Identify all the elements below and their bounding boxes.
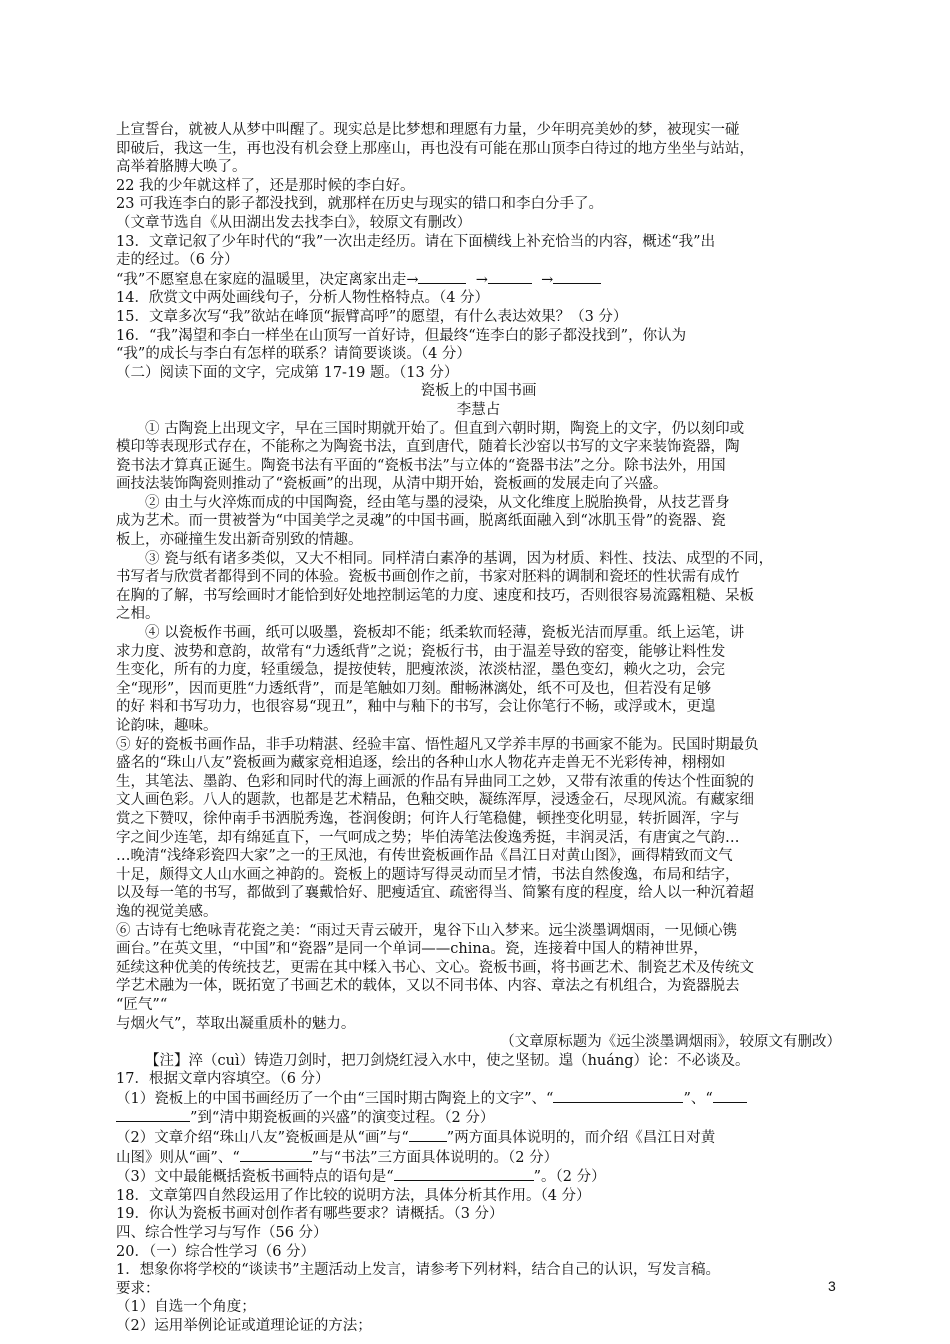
q17-1-text: ”到“清中期瓷板画的兴盛”的演变过程。（2 分）	[190, 1110, 495, 1127]
answer-blank[interactable]	[240, 1148, 312, 1162]
article-line: ⑥ 古诗有七绝咏青花瓷之美：“雨过天青云破开，鬼谷下山入梦来。远尘淡墨调烟雨，一见倾心镌	[116, 922, 738, 939]
requirement-item: （1）自选一个角度；	[116, 1299, 256, 1316]
q17-3-text: （3）文中最能概括瓷板书画特点的语句是“	[116, 1169, 394, 1186]
article-line: ④ 以瓷板作书画，纸可以吸墨，瓷板却不能；纸柔软而轻薄，瓷板光洁而厚重。纸上运笔，讲	[145, 625, 745, 642]
answer-blank[interactable]	[713, 1089, 747, 1103]
answer-blank[interactable]	[116, 1108, 190, 1122]
article-line: ② 由土与火淬炼而成的中国陶瓷，经由笔与墨的浸染，从文化维度上脱胎换骨，从技艺晋身	[145, 494, 730, 511]
answer-blank[interactable]	[488, 270, 532, 284]
article-line: 成为艺术。而一贯被誉为“中国美学之灵魂”的中国书画，脱离纸面融入到“冰肌玉骨”的瓷器、瓷	[116, 513, 726, 530]
q13-prompt: “我”不愿窒息在家庭的温暖里，决定离家出走→	[116, 271, 419, 288]
question-16: 16．“我”渴望和李白一样坐在山顶写一首好诗，但最终“连李白的影子都没找到”，你认为	[116, 327, 687, 344]
article-line: 求力度、波势和意韵，故常有“力透纸背”之说；瓷板行书，由于温差导致的窑变，能够让料性发	[116, 643, 726, 660]
article-source: （文章原标题为《远尘淡墨调烟雨》，较原文有删改）	[500, 1034, 841, 1051]
text-block-top	[116, 121, 841, 270]
article-line: 论韵味，趣味。	[116, 718, 218, 734]
text-block-bottom	[116, 1187, 841, 1336]
question-13-answer-line	[116, 270, 841, 290]
question-17-1	[116, 1089, 841, 1109]
requirements-label: 要求：	[116, 1280, 160, 1297]
answer-blank[interactable]	[418, 270, 466, 284]
article-line: 文人画色彩。八人的题款，也都是艺术精品，色釉交映，凝练浑厚，浸透金石，尽现风流。有藏家细	[116, 792, 754, 809]
page-content	[116, 121, 841, 1336]
article-line: ③ 瓷与纸有诸多类似，又大不相同。同样清白素净的基调，因为材质、料性、技法、成型的不同，	[145, 550, 774, 567]
answer-blank[interactable]	[394, 1167, 534, 1181]
page-number: 3	[828, 1278, 836, 1294]
article-author: 李慧占	[456, 401, 501, 418]
article-line: 在胸的了解，书写绘画时才能恰到好处地控制运笔的力度、速度和技巧，否则很容易流露粗糙、呆板	[116, 587, 754, 604]
q17-1-text: ”、“	[683, 1090, 713, 1107]
article-line: 学艺术融为一体，既拓宽了书画艺术的载体，又以不同书体、内容、章法之有机组合，为瓷器脱去	[116, 978, 740, 995]
article-line: 之相。	[116, 606, 160, 623]
question-14: 14．欣赏文中两处画线句子，分析人物性格特点。（4 分）	[116, 290, 490, 307]
text-line: 即破后，我这一生，再也没有机会登上那座山，再也没有可能在那山顶李白待过的地方坐坐与站站，	[116, 140, 754, 157]
q17-3-text: ”。（2 分）	[533, 1169, 606, 1186]
article-line: 逸的视觉美感。	[116, 903, 218, 920]
article-line: 以及每一笔的书写，都做到了襄戴恰好、肥瘦适宜、疏密得当、简繁有度的程度，给人以一种沉着超	[116, 885, 754, 902]
article-line: 与烟火气”，萃取出凝重质朴的魅力。	[116, 1015, 356, 1032]
article-line: 画台。”在英文里，“中国”和“瓷器”是同一个单词——china。瓷，连接着中国人的精神世界，	[116, 941, 708, 958]
article-line: 画技法装饰陶瓷则推动了“瓷板画”的出现，从清中期开始，瓷板画的发展走向了兴盛。	[116, 476, 668, 493]
article-line: ① 古陶瓷上出现文字，早在三国时期就开始了。但直到六朝时期，陶瓷上的文字，仍以刻印或	[145, 420, 745, 437]
article-title: 瓷板上的中国书画	[420, 383, 537, 400]
article-line: “匠气”“	[116, 996, 168, 1013]
task-text: 1．想象你将学校的“谈读书”主题活动上发言，请参考下列材料，结合自己的认识，写发言稿。	[116, 1262, 721, 1279]
article-line: 十足，颇得文人山水画之神韵的。瓷板上的题诗写得灵动而呈才情，书法自然俊逸，布局和结字，	[116, 866, 740, 883]
article-line: ⑤ 好的瓷板书画作品，非手功精湛、经验丰富、悟性超凡又学养丰厚的书画家不能为。民国时期最负	[116, 736, 759, 753]
answer-blank[interactable]	[553, 270, 601, 284]
q17-2-text: ”两方面具体说明的，而介绍《昌江日对黄	[446, 1130, 716, 1147]
question-15: 15．文章多次写“我”欲站在峰顶“振臂高呼”的愿望，有什么表达效果？（3 分）	[116, 308, 628, 325]
question-17-3	[116, 1167, 841, 1187]
question-17: 17．根据文章内容填空。（6 分）	[116, 1071, 330, 1088]
section-heading: （二）阅读下面的文字，完成第 17-19 题。（13 分）	[116, 364, 459, 381]
article-line: 书写者与欣赏者都得到不同的体验。瓷板书画创作之前，书家对胚料的调制和瓷坯的性状需有成竹	[116, 569, 740, 586]
article-line: 生，其笔法、墨韵、色彩和同时代的海上画派的作品有异曲同工之妙，又带有浓重的传达个性面貌的	[116, 773, 754, 790]
article-line: 延续这种优美的传统技艺，更需在其中糅入书心、文心。瓷板书画，将书画艺术、制瓷艺术及传统文	[116, 959, 754, 976]
question-18: 18．文章第四自然段运用了作比较的说明方法，具体分析其作用。（4 分）	[116, 1187, 591, 1204]
article-line: 生变化，所有的力度，轻重缓急，提按使转，肥瘦浓淡，浓淡枯涩，墨色变幻，赖火之功，会完	[116, 662, 725, 679]
article-line: …晚清“浅绛彩瓷四大家”之一的王凤池，有传世瓷板画作品《昌江日对黄山图》，画得精致而文气	[116, 848, 733, 865]
section-heading: 四、综合性学习与写作（56 分）	[116, 1225, 328, 1242]
text-line: 23 可我连李白的影子都没找到，就那样在历史与现实的错口和李白分手了。	[116, 196, 604, 213]
text-line: 上宣誓台，就被人从梦中叫醒了。现实总是比梦想和理愿有力量，少年明亮美妙的梦，被现实一碰	[116, 122, 740, 138]
article-body	[116, 420, 841, 1034]
requirement-item: （2）运用举例论证或道理论证的方法；	[116, 1318, 372, 1334]
question-17-1-cont	[116, 1108, 841, 1128]
q17-1-text: （1）瓷板上的中国书画经历了一个由“三国时期古陶瓷上的文字”、“	[116, 1090, 554, 1107]
question-17-2-cont	[116, 1148, 841, 1168]
article-line: 全“现形”，因而更胜“力透纸背”，而是笔触如刀刻。酣畅淋漓处，纸不可及也，但若没有足够	[116, 680, 712, 697]
question-19: 19．你认为瓷板书画对创作者有哪些要求？请概括。（3 分）	[116, 1206, 504, 1223]
article-note: 【注】淬（cuì）铸造刀剑时，把刀剑烧红浸入水中，使之坚韧。遑（huáng）论：不必谈及。	[145, 1052, 750, 1069]
arrow-icon: →	[466, 271, 488, 288]
arrow-icon: →	[531, 271, 554, 288]
q17-2-text: （2）文章介绍“珠山八友”瓷板画是从“画”与“	[116, 1130, 409, 1147]
question-13-cont: 走的经过。（6 分）	[116, 252, 239, 269]
q17-2-text: ”与“书法”三方面具体说明的。（2 分）	[311, 1149, 559, 1166]
article-line: 模印等表现形式存在，不能称之为陶瓷书法，直到唐代，随着长沙窑以书写的文字来装饰瓷器，陶	[116, 439, 740, 456]
question-13: 13．文章记叙了少年时代的“我”一次出走经历。请在下面横线上补充恰当的内容，概述“我”出	[116, 233, 716, 250]
q17-2-text: 山图》则从“画”、“	[116, 1149, 240, 1166]
question-16-cont: “我”的成长与李白有怎样的联系？请简要谈谈。（4 分）	[116, 346, 471, 363]
article-line: 赏之下赞叹，徐仲南手书洒脱秀逸，苍润俊朗；何许人行笔稳健，顿挫变化明显，转折圆浑，字与	[116, 810, 740, 827]
article-line: 瓷书法才算真正诞生。陶瓷书法有平面的“瓷板书法”与立体的“瓷器书法”之分。除书法外，用国	[116, 457, 726, 474]
answer-blank[interactable]	[409, 1128, 447, 1142]
article-line: 字之间少连笔，却有绵延直下，一气呵成之势；毕伯涛笔法俊逸秀挺，丰润灵活，有唐寅之气韵…	[116, 829, 740, 846]
text-line: 22 我的少年就这样了，还是那时候的李白好。	[116, 177, 415, 194]
article-line: 的好 料和书写功力，也很容易“现丑”，釉中与釉下的书写，会让你笔行不畅，或浮或木，更遑	[116, 699, 716, 716]
text-block-questions	[116, 289, 841, 382]
question-17-2	[116, 1128, 841, 1148]
article-line: 板上，亦碰撞生发出新奇别致的情趣。	[116, 532, 363, 549]
answer-blank[interactable]	[553, 1089, 683, 1103]
question-20: 20．（一）综合性学习（6 分）	[116, 1243, 316, 1260]
article-line: 盛名的“珠山八友”瓷板画为藏家竞相追逐，绘出的各种山水人物花卉走兽无不光彩传神，栩栩如	[116, 755, 726, 772]
source-line: （文章节选自《从田湖出发去找李白》，较原文有删改）	[116, 214, 472, 231]
text-line: 高举着胳膊大唤了。	[116, 159, 247, 176]
